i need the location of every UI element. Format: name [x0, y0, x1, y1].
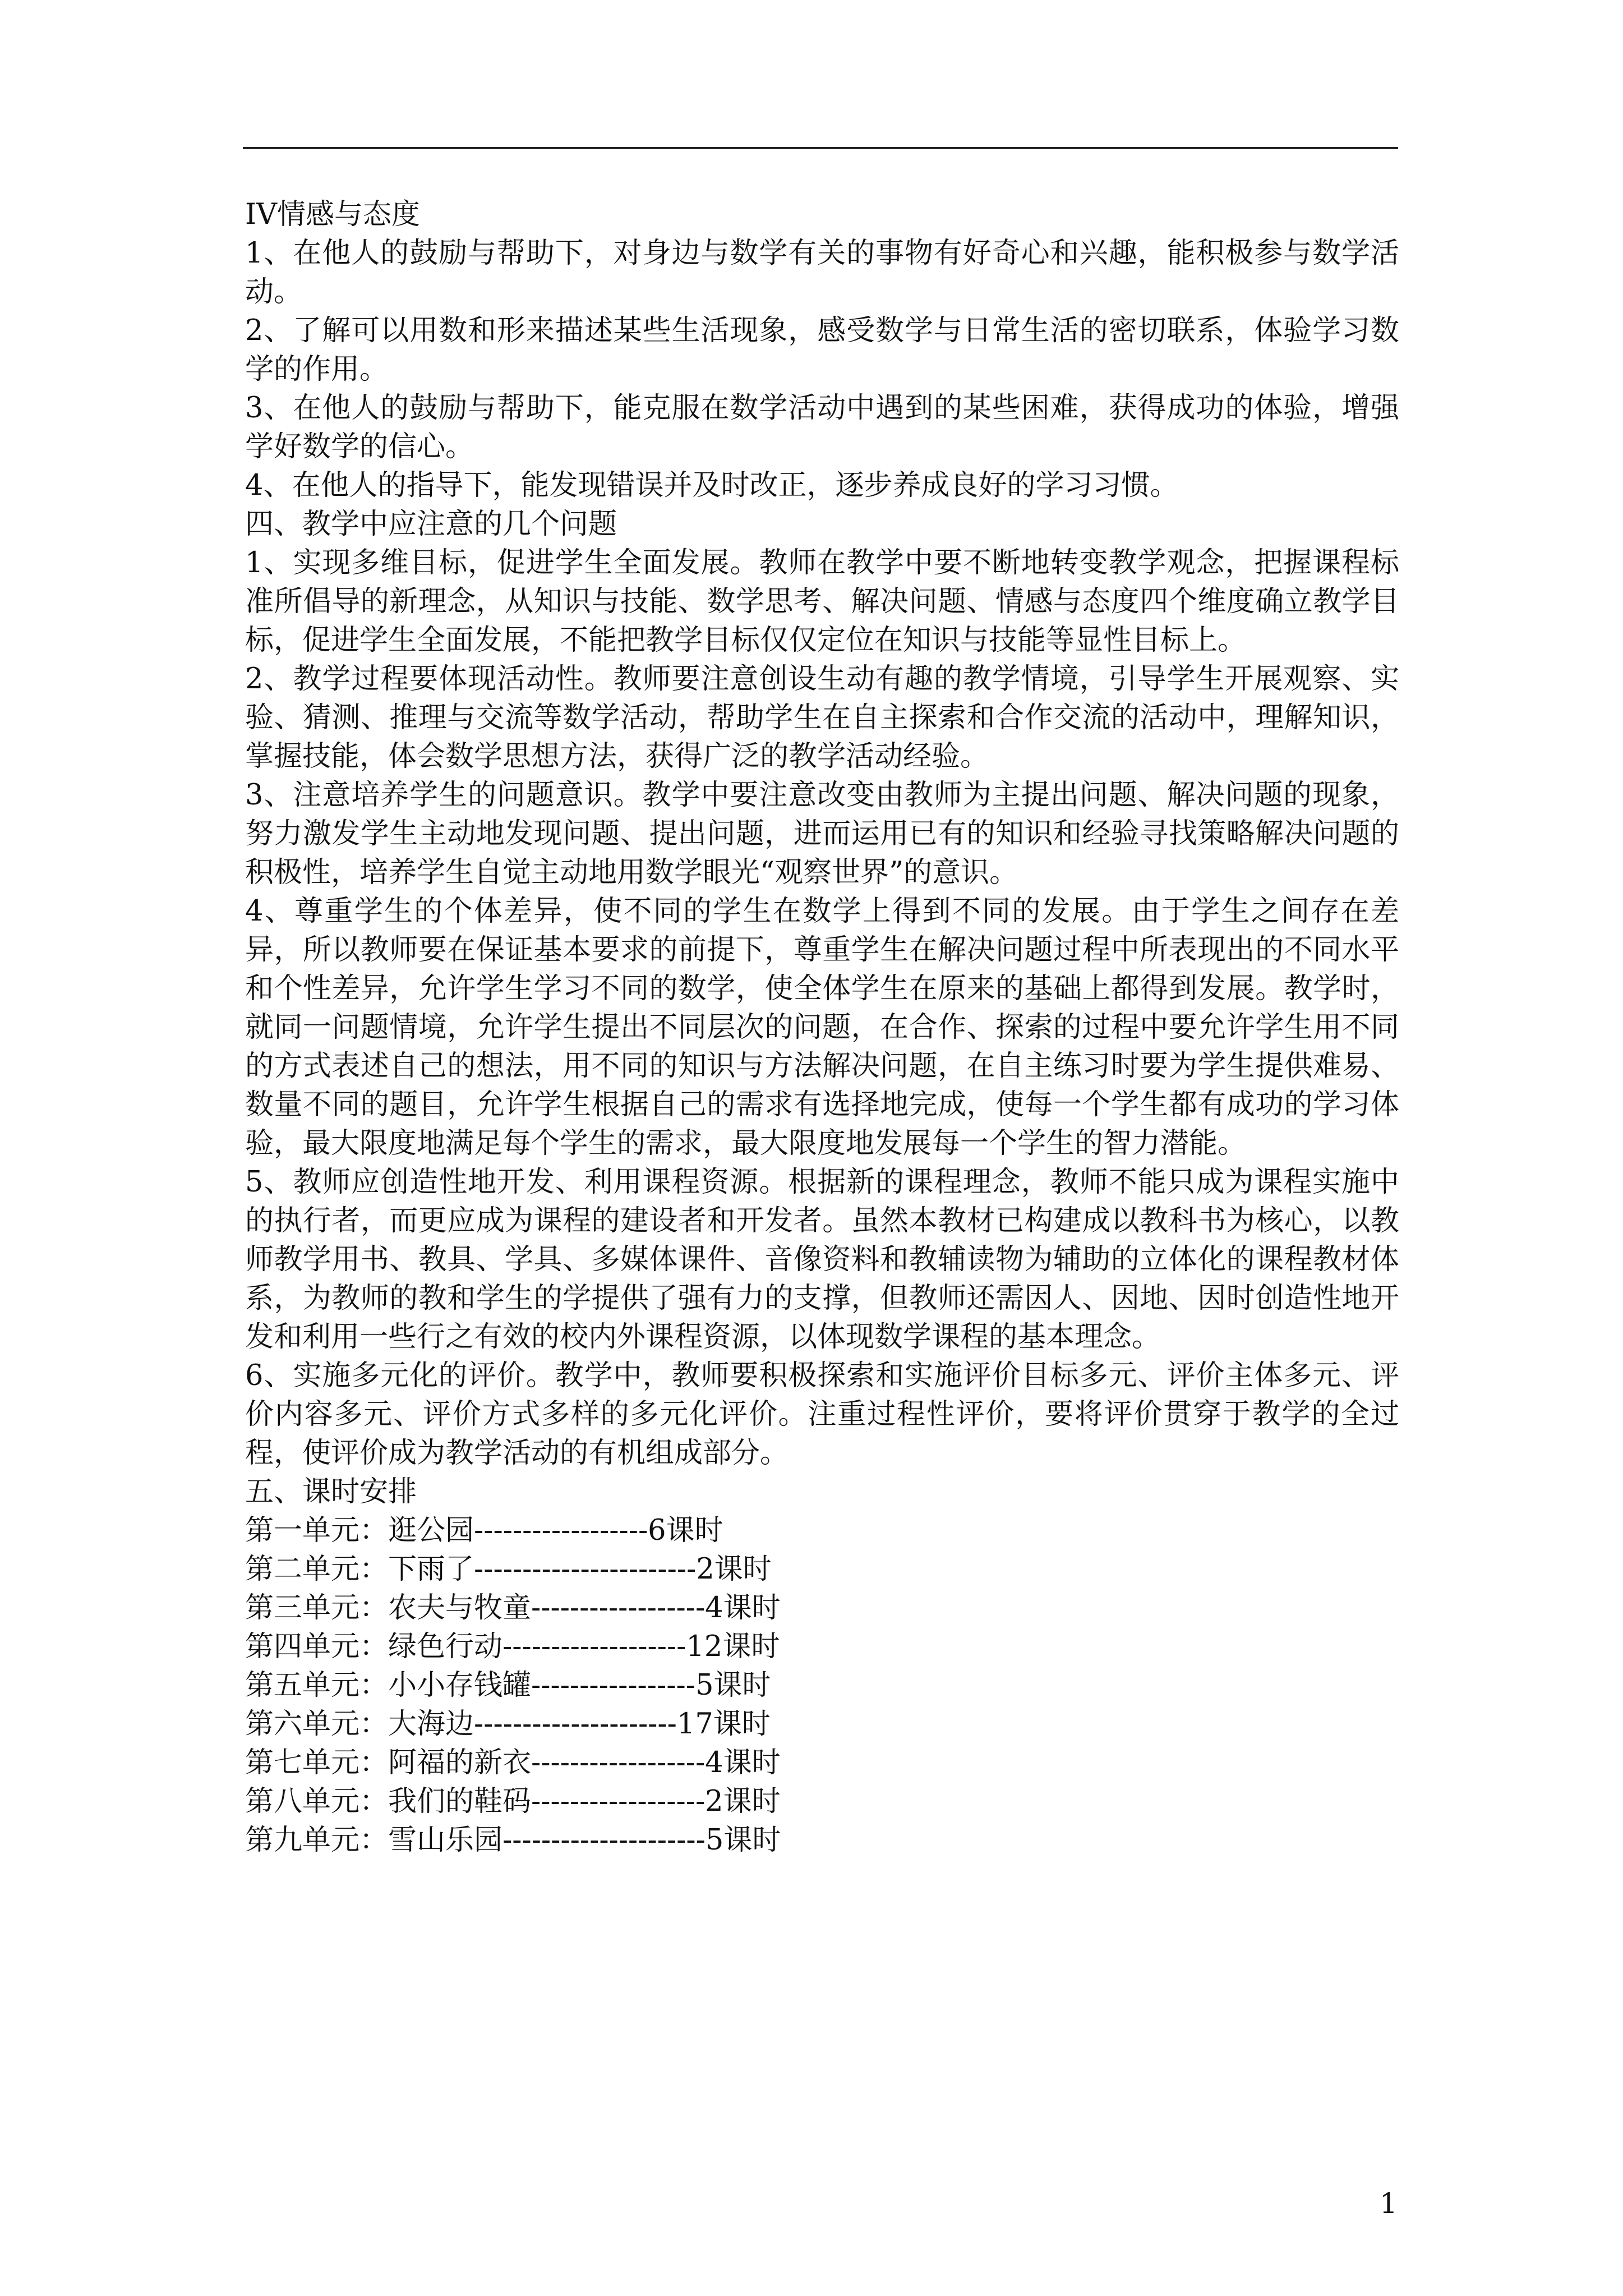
section-title-schedule: 五、课时安排: [245, 1475, 417, 1508]
schedule-row-1: 第一单元：逛公园------------------6课时: [245, 1514, 723, 1547]
teaching-item-4: 4、尊重学生的个体差异，使不同的学生在数学上得到不同的发展。由于学生之间存在差异，所以教师要在保证基本要求的前提下，尊重学生在解决问题过程中所表现出的不同水平和个性差异，允许学生学习不同的数学，使全体学生在原来的基础上都得到发展。教学时，就同一问题情境，允许学生提出不同层次的问题，在合作、探索的过程中要允许学生用不同的方式表述自己的想法，用不同的知识与方法解决问题，在自主练习时要为学生提供难易、数量不同的题目，允许学生根据自己的需求有选择地完成，使每一个学生都有成功的学习体验，最大限度地满足每个学生的需求，最大限度地发展每一个学生的智力潜能。: [245, 895, 1399, 1160]
affect-item-4: 4、在他人的指导下，能发现错误并及时改正，逐步养成良好的学习习惯。: [245, 469, 1179, 502]
teaching-item-3: 3、注意培养学生的问题意识。教学中要注意改变由教师为主提出问题、解决问题的现象，努力激发学生主动地发现问题、提出问题，进而运用已有的知识和经验寻找策略解决问题的积极性，培养学生自觉主动地用数学眼光“观察世界”的意识。: [245, 779, 1399, 889]
affect-item-3: 3、在他人的鼓励与帮助下，能克服在数学活动中遇到的某些困难，获得成功的体验，增强学好数学的信心。: [245, 392, 1399, 463]
teaching-item-1: 1、实现多维目标，促进学生全面发展。教师在教学中要不断地转变教学观念，把握课程标准所倡导的新理念，从知识与技能、数学思考、解决问题、情感与态度四个维度确立教学目标，促进学生全面发展，不能把教学目标仅仅定位在知识与技能等显性目标上。: [245, 546, 1399, 657]
teaching-item-6: 6、实施多元化的评价。教学中，教师要积极探索和实施评价目标多元、评价主体多元、评价内容多元、评价方式多样的多元化评价。注重过程性评价，要将评价贯穿于教学的全过程，使评价成为教学活动的有机组成部分。: [245, 1359, 1399, 1470]
document-body: [245, 195, 1399, 1860]
affect-item-1: 1、在他人的鼓励与帮助下，对身边与数学有关的事物有好奇心和兴趣，能积极参与数学活动。: [245, 237, 1399, 309]
schedule-row-6: 第六单元：大海边---------------------17课时: [245, 1708, 771, 1741]
teaching-item-2: 2、教学过程要体现活动性。教师要注意创设生动有趣的教学情境，引导学生开展观察、实验、猜测、推理与交流等数学活动，帮助学生在自主探索和合作交流的活动中，理解知识，掌握技能，体会数学思想方法，获得广泛的教学活动经验。: [245, 662, 1399, 773]
section-title-teaching: 四、教学中应注意的几个问题: [245, 508, 617, 541]
teaching-item-5: 5、教师应创造性地开发、利用课程资源。根据新的课程理念，教师不能只成为课程实施中的执行者，而更应成为课程的建设者和开发者。虽然本教材已构建成以教科书为核心，以教师教学用书、教具、学具、多媒体课件、音像资料和教辅读物为辅助的立体化的课程教材体系，为教师的教和学生的学提供了强有力的支撑，但教师还需因人、因地、因时创造性地开发和利用一些行之有效的校内外课程资源，以体现数学课程的基本理念。: [245, 1166, 1399, 1354]
schedule-row-3: 第三单元：农夫与牧童------------------4课时: [245, 1591, 781, 1625]
page-number: 1: [1380, 2187, 1398, 2220]
schedule-row-7: 第七单元：阿福的新衣------------------4课时: [245, 1746, 781, 1779]
schedule-row-4: 第四单元：绿色行动-------------------12课时: [245, 1630, 780, 1663]
header-rule: [243, 147, 1398, 149]
schedule-row-8: 第八单元：我们的鞋码------------------2课时: [245, 1785, 781, 1818]
section-title-affect: IV情感与态度: [245, 198, 420, 231]
affect-item-2: 2、了解可以用数和形来描述某些生活现象，感受数学与日常生活的密切联系，体验学习数学的作用。: [245, 314, 1399, 386]
schedule-row-5: 第五单元：小小存钱罐-----------------5课时: [245, 1669, 771, 1702]
schedule-row-9: 第九单元：雪山乐园---------------------5课时: [245, 1824, 781, 1857]
schedule-row-2: 第二单元：下雨了-----------------------2课时: [245, 1553, 772, 1586]
